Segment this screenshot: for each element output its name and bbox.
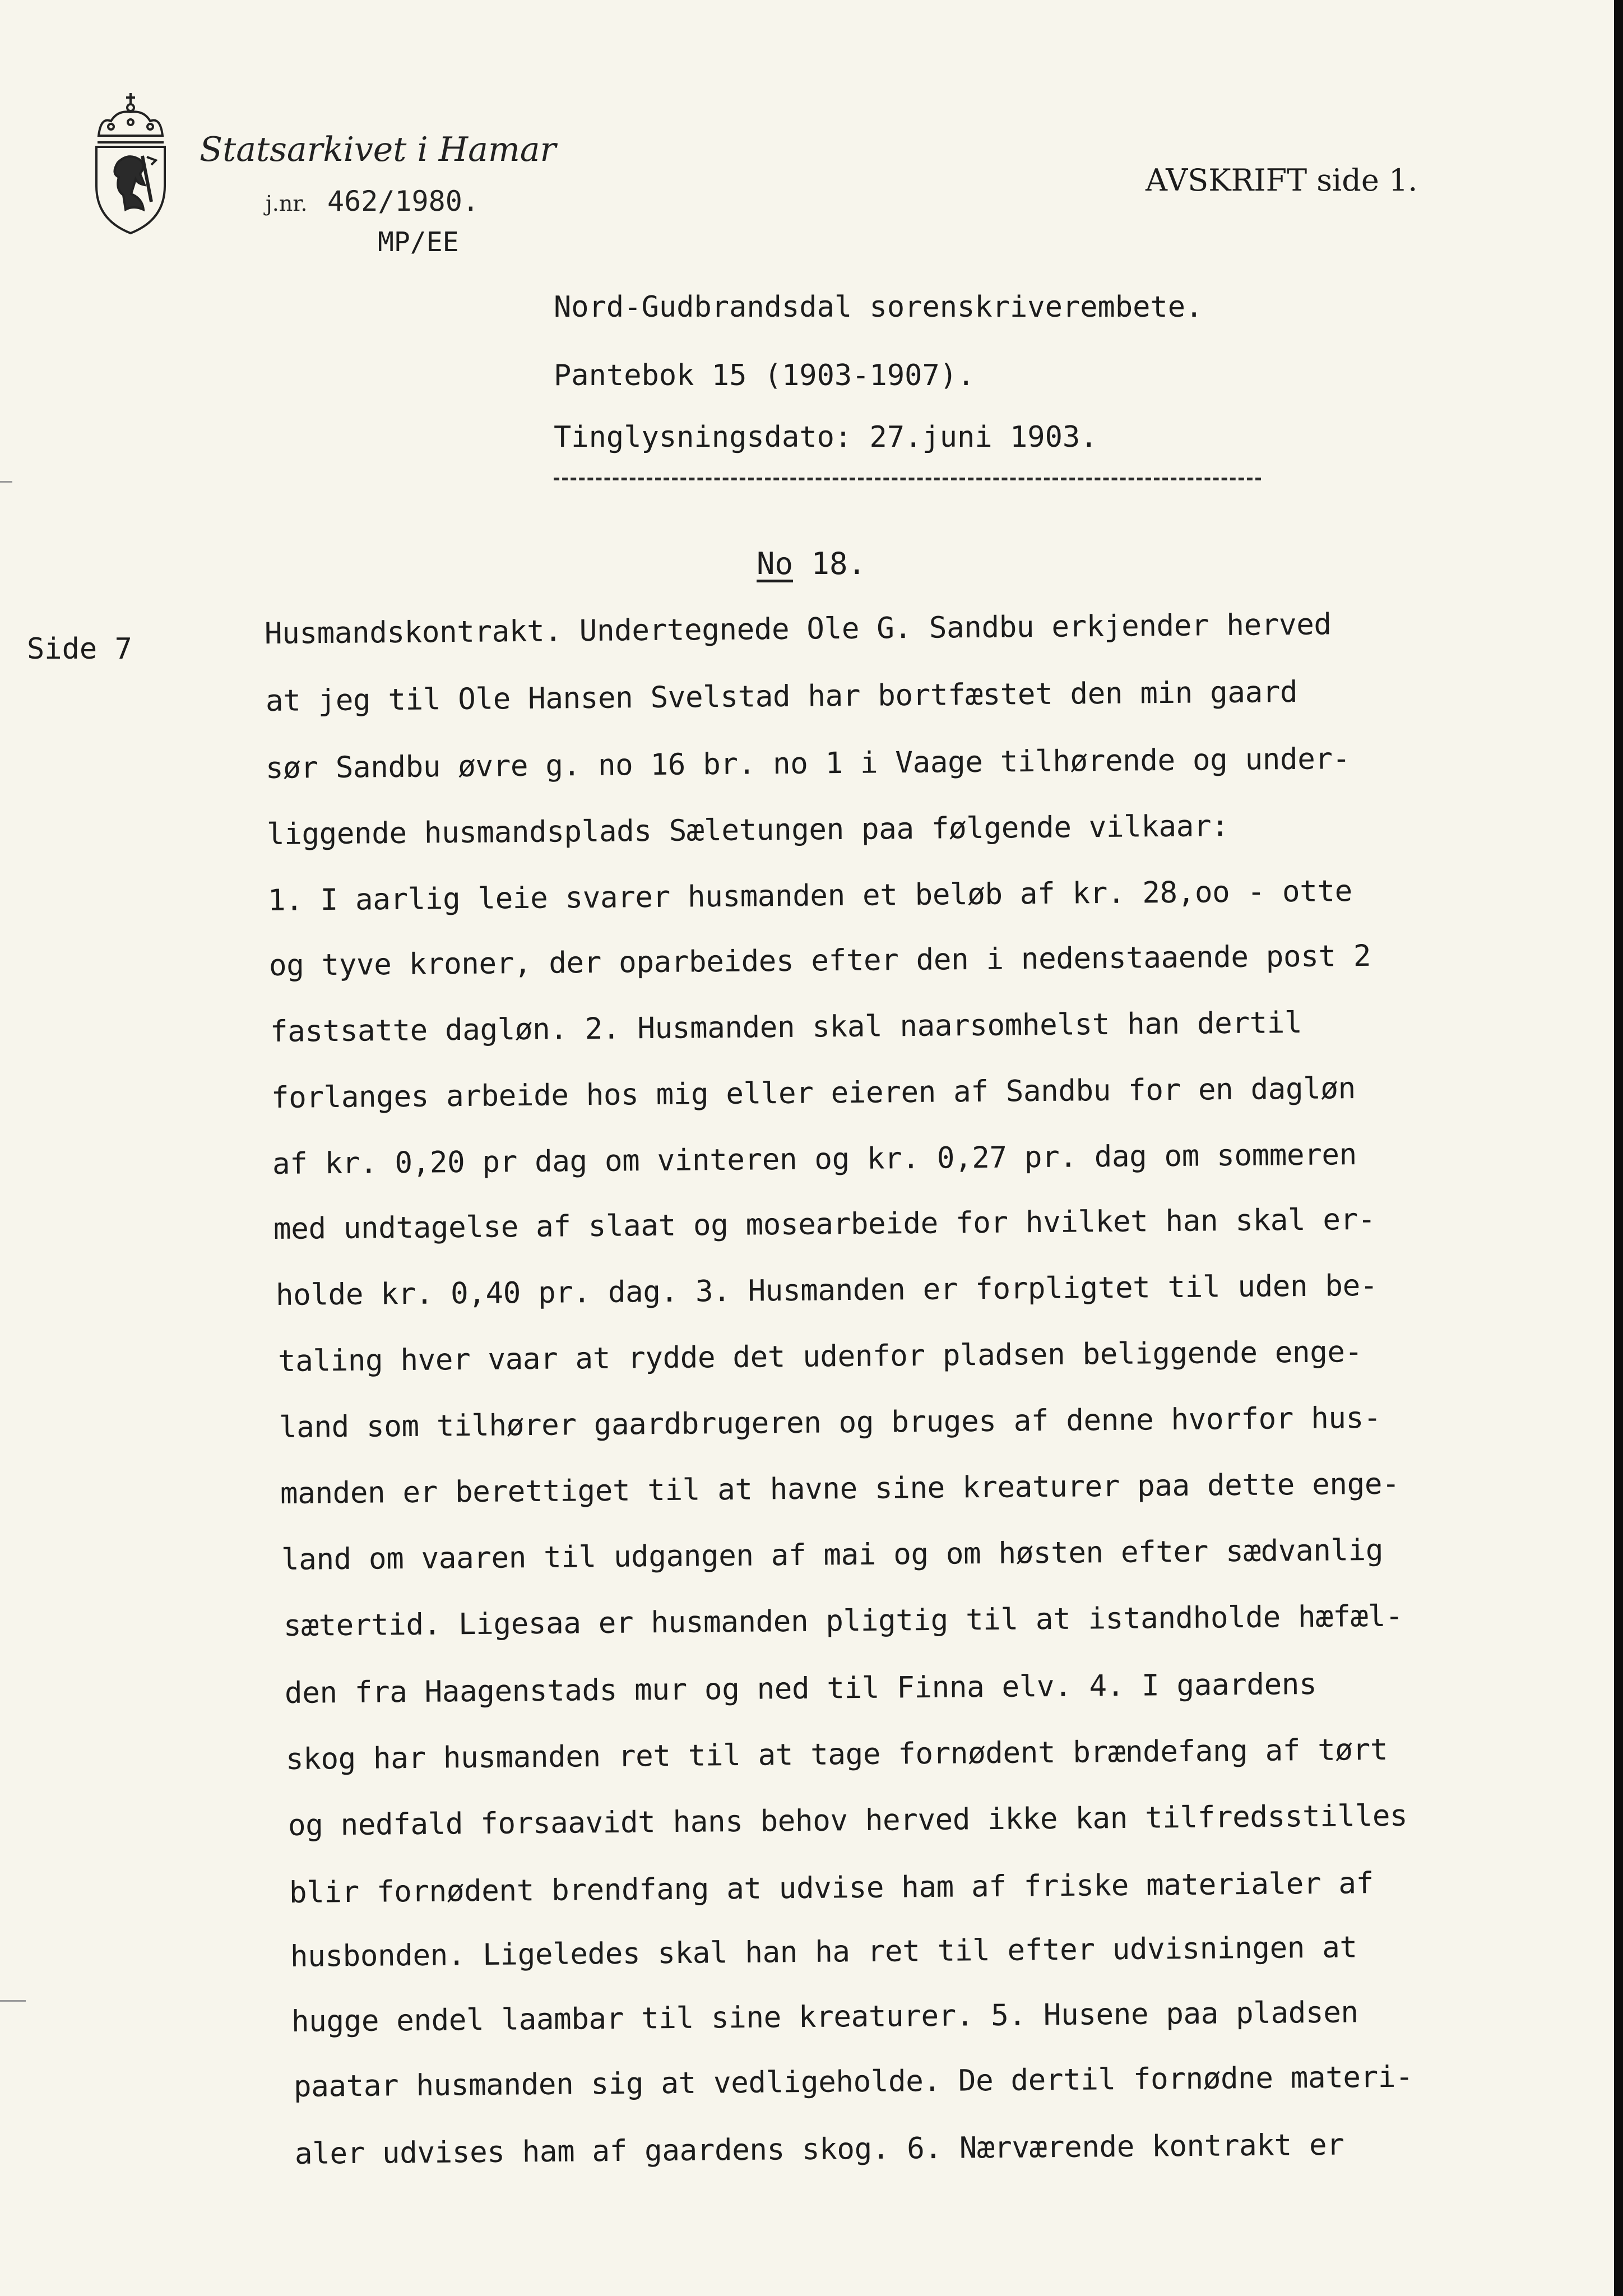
text-line: manden er berettiget til at havne sine kreaturer paa dette enge- (280, 1466, 1400, 1511)
text-line: at jeg til Ole Hansen Svelstad har bortfæstet den min gaard (265, 674, 1298, 718)
text-line: 1. I aarlig leie svarer husmanden et beløb af kr. 28,oo - otte (267, 874, 1353, 918)
text-line: aler udvises ham af gaardens skog. 6. Nærværende kontrakt er (294, 2127, 1344, 2171)
text-line: forlanges arbeide hos mig eller eieren af Sandbu for en dagløn (271, 1071, 1356, 1115)
registration-date: Tinglysningsdato: 27.juni 1903. (554, 420, 1098, 454)
text-line: hugge endel laambar til sine kreaturer. 5. Husene paa pladsen (291, 1995, 1358, 2039)
text-line: og tyve kroner, der oparbeides efter den i nedenstaaende post 2 (268, 938, 1371, 983)
initials: MP/EE (378, 226, 459, 258)
text-line: den fra Haagenstads mur og ned til Finna elv. 4. I gaardens (284, 1667, 1317, 1710)
entry-number (757, 546, 866, 581)
divider-line (554, 478, 1261, 480)
text-line: og nedfald forsaavidt hans behov herved ikke kan tilfredsstilles (287, 1798, 1408, 1843)
transcript-page-label: AVSKRIFT side 1. (1146, 163, 1418, 198)
number-sign: No (757, 546, 794, 581)
journal-number-value: 462/1980. (327, 185, 479, 217)
text-line: husbonden. Ligeledes skal han ha ret til efter udvisningen at (290, 1930, 1357, 1974)
text-line: sør Sandbu øvre g. no 16 br. no 1 i Vaage tilhørende og under- (265, 742, 1351, 785)
text-line: paatar husmanden sig at vedligeholde. De dertil fornødne materi- (293, 2059, 1413, 2104)
journal-number-label: j.nr. (266, 191, 308, 216)
text-line: med undtagelse af slaat og mosearbeide for hvilket han skal er- (273, 1202, 1376, 1246)
text-line: taling hver vaar at rydde det udenfor pladsen beliggende enge- (277, 1335, 1363, 1378)
court-office: Nord-Gudbrandsdal sorenskriverembete. (554, 290, 1203, 324)
coat-of-arms-icon (89, 90, 173, 237)
entry-number-value: 18. (793, 546, 866, 581)
text-line: sætertid. Ligesaa er husmanden pligtig til at istandholde hæfæl- (283, 1599, 1403, 1643)
text-line: af kr. 0,20 pr dag om vinteren og kr. 0,27 pr. dag om sommeren (272, 1137, 1357, 1181)
text-line: skog har husmanden ret til at tage fornødent brændefang af tørt (285, 1732, 1388, 1776)
margin-mark (0, 481, 12, 483)
mortgage-book: Pantebok 15 (1903-1907). (554, 359, 975, 392)
archive-name: Statsarkivet i Hamar (200, 130, 557, 169)
text-line: Husmandskontrakt. Undertegnede Ole G. Sandbu erkjender herved (264, 607, 1332, 651)
text-line: land om vaaren til udgangen af mai og om høsten efter sædvanlig (281, 1533, 1384, 1577)
text-line: liggende husmandsplads Sæletungen paa følgende vilkaar: (266, 809, 1229, 851)
scan-border (1614, 0, 1623, 2296)
text-line: fastsatte dagløn. 2. Husmanden skal naarsomhelst han dertil (270, 1005, 1302, 1049)
journal-number (266, 185, 479, 217)
text-line: land som tilhører gaardbrugeren og bruges af denne hvorfor hus- (279, 1400, 1381, 1445)
margin-mark (0, 2000, 26, 2002)
side-reference: Side 7 (27, 632, 132, 666)
text-line: blir fornødent brendfang at udvise ham af friske materialer af (289, 1866, 1374, 1910)
text-line: holde kr. 0,40 pr. dag. 3. Husmanden er forpligtet til uden be- (275, 1268, 1378, 1312)
